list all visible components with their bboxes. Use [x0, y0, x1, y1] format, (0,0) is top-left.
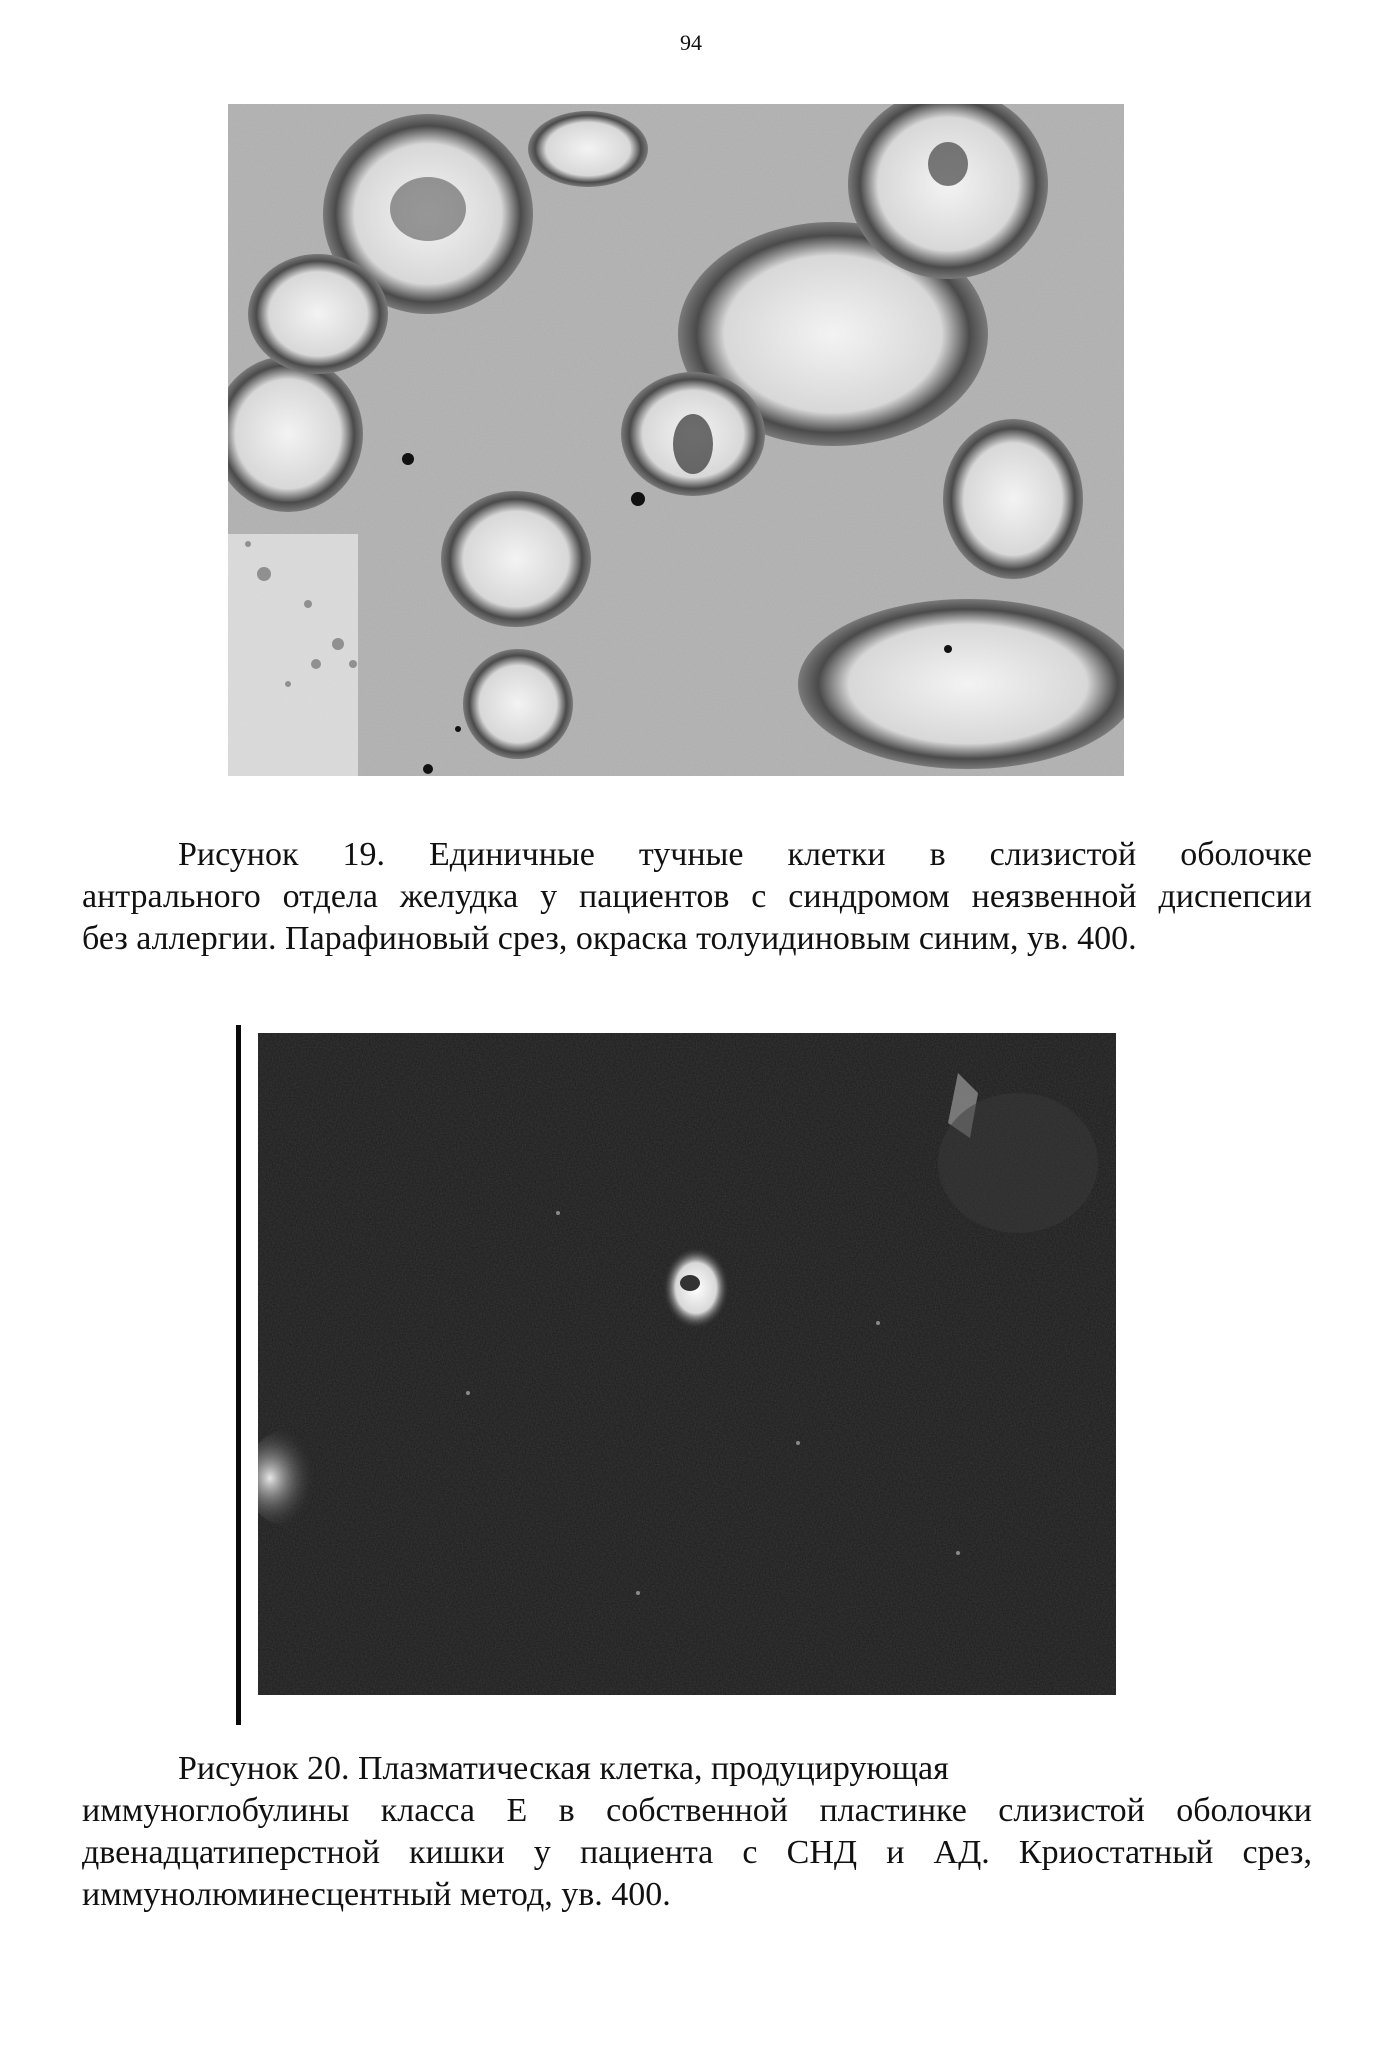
- figure-19-micrograph: [228, 104, 1124, 776]
- figure-19-caption: [82, 834, 1312, 960]
- caption-line: двенадцатиперстной кишки у пациента с СНД и АД. Криостатный срез,: [82, 1834, 1312, 1871]
- page-number: 94: [680, 30, 702, 55]
- figure-20-frame: [236, 1025, 1116, 1725]
- figure-20-micrograph: [258, 1033, 1116, 1695]
- caption-line: Рисунок 20. Плазматическая клетка, продуцирующая: [178, 1750, 949, 1787]
- caption-line: иммунолюминесцентный метод, ув. 400.: [82, 1876, 671, 1913]
- caption-line: без аллергии. Парафиновый срез, окраска толуидиновым синим, ув. 400.: [82, 920, 1137, 957]
- caption-line: антрального отдела желудка у пациентов с синдромом неязвенной диспепсии: [82, 878, 1312, 915]
- figure-20-caption: [82, 1748, 1312, 1916]
- caption-line: иммуноглобулины класса Е в собственной пластинке слизистой оболочки: [82, 1792, 1312, 1829]
- caption-line: Рисунок 19. Единичные тучные клетки в слизистой оболочке: [178, 836, 1312, 873]
- scan-edge-bar: [236, 1025, 241, 1725]
